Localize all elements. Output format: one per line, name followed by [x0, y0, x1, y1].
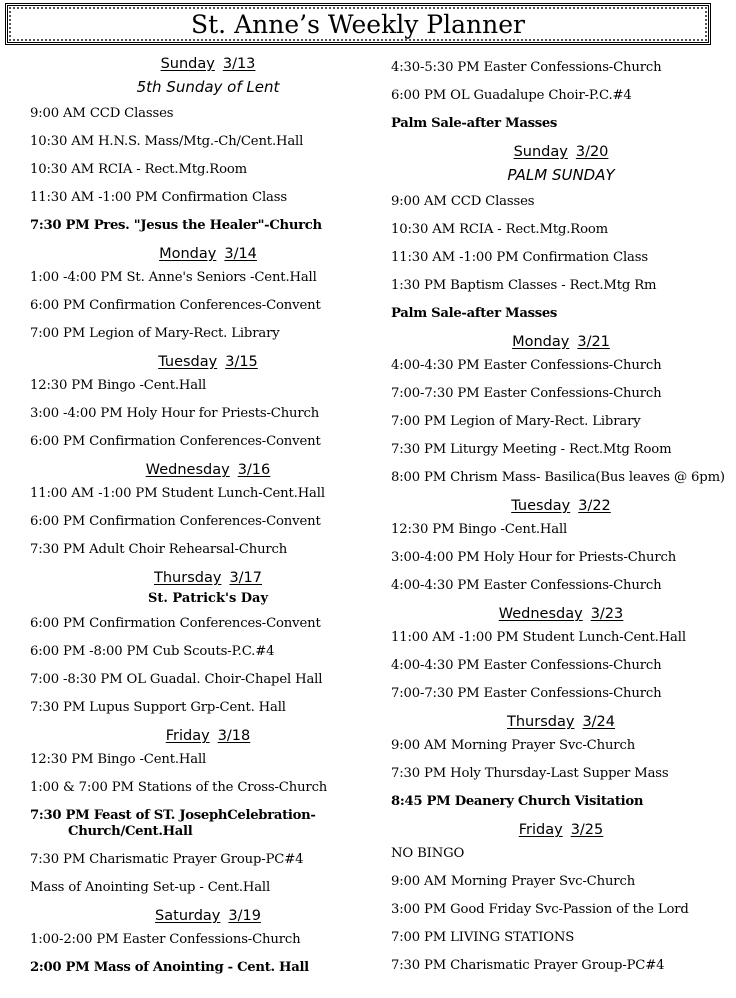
event-text: 6:00 PM Confirmation Conferences-Convent [30, 616, 321, 631]
event-text: 9:00 AM Morning Prayer Svc-Church [391, 874, 636, 889]
day-date: 3/22 [578, 498, 611, 514]
day-name: Thursday [154, 570, 222, 586]
event-text: 12:30 PM Bingo -Cent.Hall [391, 522, 568, 537]
event-item [30, 746, 386, 774]
event-item [30, 926, 386, 954]
event-text: 2:00 PM Mass of Anointing - Cent. Hall [30, 960, 309, 975]
event-item [391, 840, 731, 868]
day-subtitle: St. Patrick's Day [147, 591, 269, 606]
event-item [391, 300, 731, 328]
day-date: 3/18 [217, 728, 251, 744]
event-item [391, 652, 731, 680]
event-item [30, 508, 386, 536]
event-item [391, 680, 731, 708]
event-item [30, 610, 386, 638]
event-item [391, 54, 731, 82]
event-text: 10:30 AM RCIA - Rect.Mtg.Room [30, 162, 248, 177]
day-header [30, 352, 386, 372]
day-date: 3/24 [582, 714, 615, 730]
event-text: 8:45 PM Deanery Church Visitation [391, 794, 644, 809]
day-date: 3/19 [228, 908, 261, 924]
planner-title: St. Anne’s Weekly Planner [191, 9, 525, 39]
event-text: 1:00 & 7:00 PM Stations of the Cross-Church [30, 780, 328, 795]
event-text: 11:30 AM -1:00 PM Confirmation Class [30, 190, 287, 205]
event-text: 6:00 PM Confirmation Conferences-Convent [30, 434, 321, 449]
event-text: 12:30 PM Bingo -Cent.Hall [30, 378, 207, 393]
left-column [30, 54, 386, 982]
event-item [391, 788, 731, 816]
event-text: Mass of Anointing Set-up - Cent.Hall [30, 880, 271, 895]
day-name: Sunday [160, 56, 215, 72]
event-text: Palm Sale-after Masses [391, 116, 558, 131]
day-header [30, 244, 386, 264]
event-item [391, 624, 731, 652]
event-text: 7:00 PM Legion of Mary-Rect. Library [30, 326, 280, 341]
day-header [391, 712, 731, 732]
day-date: 3/15 [225, 354, 258, 370]
event-item [391, 272, 731, 300]
planner-title-box [5, 3, 711, 45]
right-column [391, 54, 731, 980]
event-text: 9:00 AM Morning Prayer Svc-Church [391, 738, 636, 753]
event-text: 9:00 AM CCD Classes [30, 106, 174, 121]
day-date: 3/16 [237, 462, 271, 478]
day-name: Friday [518, 822, 563, 838]
event-item [30, 184, 386, 212]
day-header [30, 726, 386, 746]
event-item [391, 732, 731, 760]
event-text: 7:00-7:30 PM Easter Confessions-Church [391, 386, 662, 401]
day-name: Friday [165, 728, 210, 744]
event-text: 7:30 PM Lupus Support Grp-Cent. Hall [30, 700, 286, 715]
event-item [30, 400, 386, 428]
day-name: Saturday [155, 908, 221, 924]
event-item [30, 428, 386, 456]
event-text: 7:30 PM Pres. "Jesus the Healer"-Church [30, 218, 322, 233]
event-item [30, 536, 386, 564]
event-item [391, 516, 731, 544]
day-header [391, 820, 731, 840]
event-text: 9:00 AM CCD Classes [391, 194, 535, 209]
event-text: 7:00-7:30 PM Easter Confessions-Church [391, 686, 662, 701]
day-date: 3/23 [590, 606, 624, 622]
event-text: 12:30 PM Bingo -Cent.Hall [30, 752, 207, 767]
day-name: Tuesday [511, 498, 571, 514]
event-text: 10:30 AM RCIA - Rect.Mtg.Room [391, 222, 609, 237]
event-item [391, 82, 731, 110]
day-header [30, 460, 386, 480]
day-name: Wednesday [498, 606, 583, 622]
event-item [30, 638, 386, 666]
day-subtitle: PALM SUNDAY [507, 166, 615, 184]
day-header [391, 142, 731, 162]
event-text: 10:30 AM H.N.S. Mass/Mtg.-Ch/Cent.Hall [30, 134, 304, 149]
event-item [391, 924, 731, 952]
event-text: 6:00 PM OL Guadalupe Choir-P.C.#4 [391, 88, 632, 103]
event-item [30, 156, 386, 184]
day-name: Monday [512, 334, 570, 350]
day-header [391, 604, 731, 624]
event-text: 11:00 AM -1:00 PM Student Lunch-Cent.Hall [391, 630, 686, 645]
event-item [30, 372, 386, 400]
event-item [30, 212, 386, 240]
event-item [391, 380, 731, 408]
event-item [391, 572, 731, 600]
event-item [391, 760, 731, 788]
day-name: Monday [159, 246, 217, 262]
day-name: Tuesday [158, 354, 218, 370]
event-item [30, 264, 386, 292]
event-text: NO BINGO [391, 846, 465, 861]
event-text: 3:00 PM Good Friday Svc-Passion of the Lord [391, 902, 689, 917]
event-text: 6:00 PM -8:00 PM Cub Scouts-P.C.#4 [30, 644, 275, 659]
day-header [391, 496, 731, 516]
event-item [391, 188, 731, 216]
event-item [30, 292, 386, 320]
event-item [30, 774, 386, 802]
event-text: 11:00 AM -1:00 PM Student Lunch-Cent.Hall [30, 486, 325, 501]
event-text: 7:00 -8:30 PM OL Guadal. Choir-Chapel Hall [30, 672, 323, 687]
day-header [391, 332, 731, 352]
event-item [30, 100, 386, 128]
event-item [30, 954, 386, 982]
event-text: 1:00-2:00 PM Easter Confessions-Church [30, 932, 301, 947]
event-text: 4:00-4:30 PM Easter Confessions-Church [391, 578, 662, 593]
event-text: 8:00 PM Chrism Mass- Basilica(Bus leaves @ 6pm) [391, 470, 725, 485]
day-header [30, 54, 386, 74]
event-item [30, 694, 386, 722]
event-text: 11:30 AM -1:00 PM Confirmation Class [391, 250, 648, 265]
event-text: 7:30 PM Liturgy Meeting - Rect.Mtg Room [391, 442, 672, 457]
event-item [391, 544, 731, 572]
event-item [30, 846, 386, 874]
event-item [30, 320, 386, 348]
event-item [391, 352, 731, 380]
day-date: 3/21 [577, 334, 610, 350]
event-text: 7:00 PM LIVING STATIONS [391, 930, 575, 945]
day-date: 3/20 [575, 144, 609, 160]
day-name: Sunday [513, 144, 568, 160]
event-text: 7:30 PM Feast of ST. JosephCelebration- [30, 808, 316, 823]
day-date: 3/17 [229, 570, 262, 586]
event-text: 1:00 -4:00 PM St. Anne's Seniors -Cent.Hall [30, 270, 317, 285]
event-item [391, 216, 731, 244]
event-text: 1:30 PM Baptism Classes - Rect.Mtg Rm [391, 278, 657, 293]
day-subtitle: 5th Sunday of Lent [136, 78, 280, 96]
day-date: 3/13 [222, 56, 256, 72]
event-item [30, 874, 386, 902]
event-item [391, 408, 731, 436]
event-item [391, 868, 731, 896]
event-text: 7:30 PM Adult Choir Rehearsal-Church [30, 542, 288, 557]
event-text: 4:30-5:30 PM Easter Confessions-Church [391, 60, 662, 75]
day-date: 3/14 [224, 246, 257, 262]
event-text: 7:30 PM Holy Thursday-Last Supper Mass [391, 766, 669, 781]
event-item [30, 666, 386, 694]
day-header [30, 568, 386, 588]
event-text-continued: Church/Cent.Hall [68, 824, 193, 839]
event-item [30, 480, 386, 508]
event-item [30, 802, 386, 846]
event-text: 3:00 -4:00 PM Holy Hour for Priests-Church [30, 406, 320, 421]
event-text: 7:30 PM Charismatic Prayer Group-PC#4 [30, 852, 304, 867]
event-text: 7:30 PM Charismatic Prayer Group-PC#4 [391, 958, 665, 973]
event-text: 7:00 PM Legion of Mary-Rect. Library [391, 414, 641, 429]
event-text: 4:00-4:30 PM Easter Confessions-Church [391, 358, 662, 373]
event-text: 6:00 PM Confirmation Conferences-Convent [30, 514, 321, 529]
day-date: 3/25 [570, 822, 604, 838]
day-name: Thursday [507, 714, 575, 730]
event-item [30, 128, 386, 156]
event-text: Palm Sale-after Masses [391, 306, 558, 321]
event-item [391, 110, 731, 138]
event-item [391, 896, 731, 924]
event-item [391, 244, 731, 272]
event-item [391, 464, 731, 492]
day-name: Wednesday [145, 462, 230, 478]
event-text: 4:00-4:30 PM Easter Confessions-Church [391, 658, 662, 673]
day-header [30, 906, 386, 926]
event-item [391, 436, 731, 464]
event-item [391, 952, 731, 980]
event-text: 3:00-4:00 PM Holy Hour for Priests-Church [391, 550, 677, 565]
event-text: 6:00 PM Confirmation Conferences-Convent [30, 298, 321, 313]
